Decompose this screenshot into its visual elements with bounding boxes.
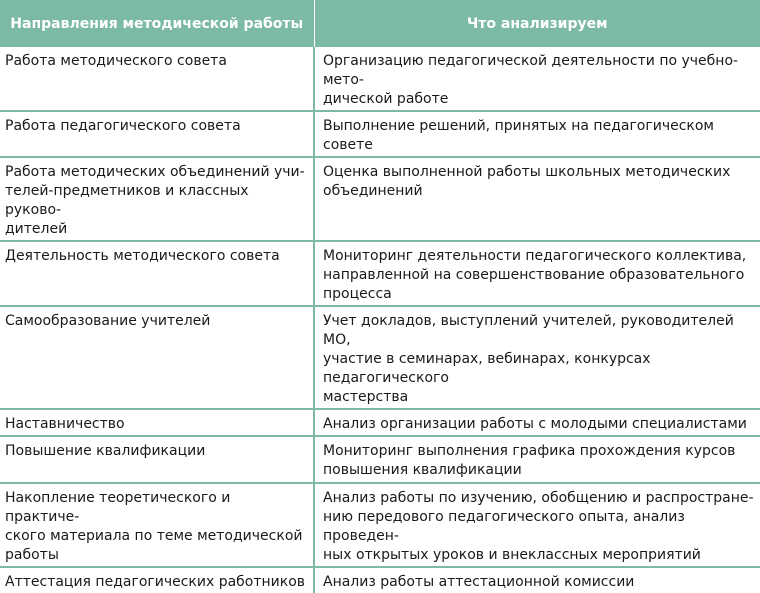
table-row bbox=[0, 306, 760, 409]
cell-analysis: Мониторинг выполнения графика прохождения курсов повышения квалификации bbox=[314, 436, 760, 483]
cell-direction: Повышение квалификации bbox=[0, 436, 314, 483]
cell-analysis: Выполнение решений, принятых на педагогическом совете bbox=[314, 111, 760, 157]
cell-direction: Работа педагогического совета bbox=[0, 111, 314, 157]
cell-direction: Работа методического совета bbox=[0, 47, 314, 111]
table-row bbox=[0, 157, 760, 241]
cell-analysis: Анализ организации работы с молодыми специалистами bbox=[314, 409, 760, 436]
cell-direction: Деятельность методического совета bbox=[0, 241, 314, 306]
table-row bbox=[0, 47, 760, 111]
cell-direction: Наставничество bbox=[0, 409, 314, 436]
header-what-we-analyze: Что анализируем bbox=[314, 0, 760, 47]
table-row bbox=[0, 409, 760, 436]
cell-direction: Работа методических объединений учи- телей-предметников и классных руково- дителей bbox=[0, 157, 314, 241]
cell-analysis: Анализ работы по изучению, обобщению и распростране- нию передового педагогического опыта, анализ проведен- ных открытых уроков и внеклассных мероприятий bbox=[314, 483, 760, 567]
cell-analysis: Оценка выполненной работы школьных методических объединений bbox=[314, 157, 760, 241]
header-directions: Направления методической работы bbox=[0, 0, 314, 47]
table-row bbox=[0, 483, 760, 567]
table-row bbox=[0, 241, 760, 306]
table-header-row bbox=[0, 0, 760, 47]
cell-analysis: Мониторинг деятельности педагогического коллектива, направленной на совершенствование образовательного процесса bbox=[314, 241, 760, 306]
cell-analysis: Организацию педагогической деятельности по учебно-мето- дической работе bbox=[314, 47, 760, 111]
cell-analysis: Анализ работы аттестационной комиссии bbox=[323, 574, 635, 590]
cell-analysis: Учет докладов, выступлений учителей, руководителей МО, участие в семинарах, вебинарах, конкурсах педагогического мастерства bbox=[314, 306, 760, 409]
table-row bbox=[0, 111, 760, 157]
table-row bbox=[0, 436, 760, 483]
cell-direction: Накопление теоретического и практиче- ского материала по теме методической работы bbox=[0, 483, 314, 567]
cell-direction: Аттестация педагогических работников bbox=[0, 567, 314, 593]
cell-direction: Самообразование учителей bbox=[0, 306, 314, 409]
table-row bbox=[0, 567, 760, 593]
